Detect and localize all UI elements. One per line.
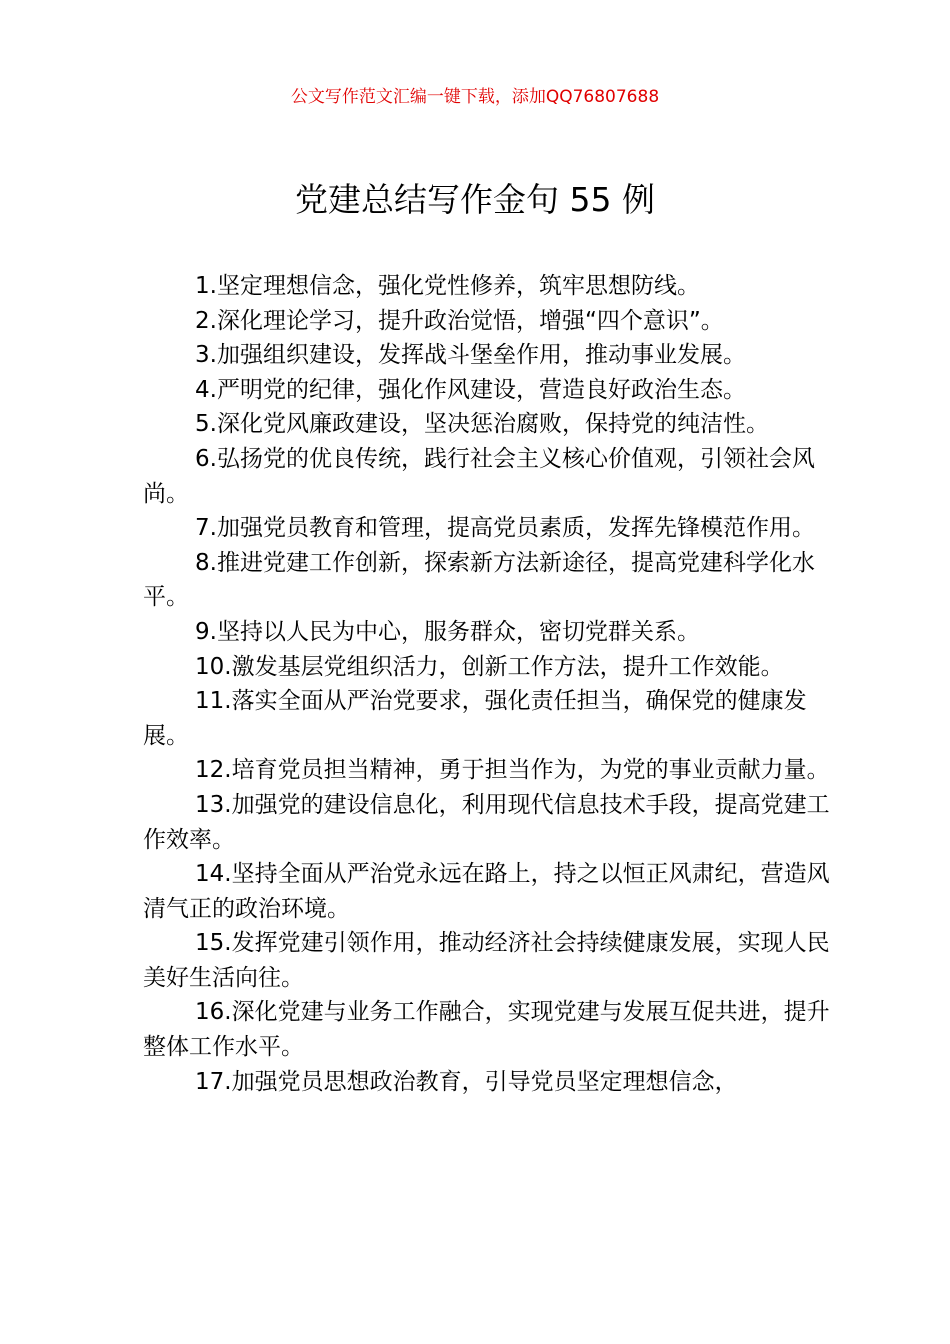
paragraph-4: 4.严明党的纪律，强化作风建设，营造良好政治生态。 [195,376,746,403]
paragraph-3: 3.加强组织建设，发挥战斗堡垒作用，推动事业发展。 [195,342,746,369]
paragraph-1: 1.坚定理想信念，强化党性修养，筑牢思想防线。 [195,273,700,299]
paragraph-16: 16.深化党建与业务工作融合，实现党建与发展互促共进，提升整体工作水平。 [143,999,830,1061]
document-title: 党建总结写作金句 55 例 [295,180,655,219]
paragraph-6: 6.弘扬党的优良传统，践行社会主义核心价值观，引领社会风尚。 [143,445,815,507]
paragraph-9: 9.坚持以人民为中心，服务群众，密切党群关系。 [195,618,700,645]
document-body [143,269,833,1099]
paragraph-2: 2.深化理论学习，提升政治觉悟，增强“四个意识”。 [195,307,724,334]
paragraph-13: 13.加强党的建设信息化，利用现代信息技术手段，提高党建工作效率。 [143,791,830,853]
header-promo-note: 公文写作范文汇编一键下载，添加QQ76807688 [290,87,660,107]
paragraph-11: 11.落实全面从严治党要求，强化责任担当，确保党的健康发展。 [143,688,807,749]
paragraph-12: 12.培育党员担当精神，勇于担当作为，为党的事业贡献力量。 [195,757,830,784]
paragraph-8: 8.推进党建工作创新，探索新方法新途径，提高党建科学化水平。 [143,549,815,611]
paragraph-15: 15.发挥党建引领作用，推动经济社会持续健康发展，实现人民美好生活向往。 [143,930,830,991]
paragraph-7: 7.加强党员教育和管理，提高党员素质，发挥先锋模范作用。 [195,515,815,542]
paragraph-5: 5.深化党风廉政建设，坚决惩治腐败，保持党的纯洁性。 [195,411,769,438]
paragraph-17: 17.加强党员思想政治教育，引导党员坚定理想信念， [195,1068,738,1095]
paragraph-10: 10.激发基层党组织活力，创新工作方法，提升工作效能。 [195,653,784,680]
paragraph-14: 14.坚持全面从严治党永远在路上，持之以恒正风肃纪，营造风清气正的政治环境。 [143,861,830,922]
